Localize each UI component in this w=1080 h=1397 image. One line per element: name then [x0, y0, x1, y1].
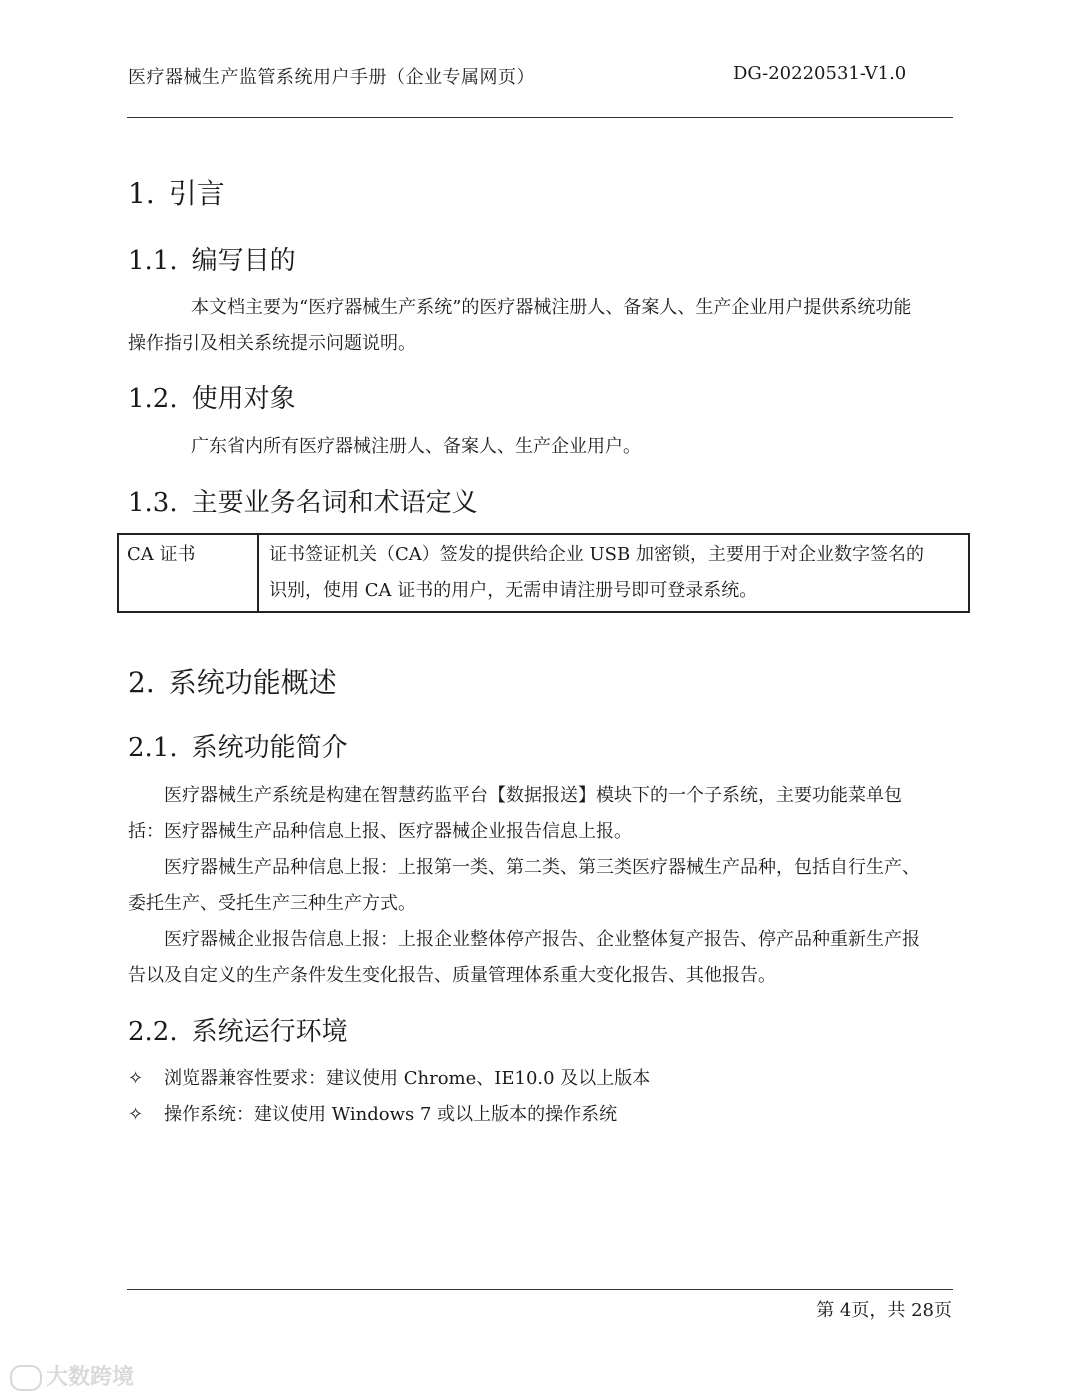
- heading-number: 1.3.: [128, 488, 178, 518]
- heading-section-2: [128, 661, 337, 701]
- heading-number: 1.2.: [128, 384, 178, 414]
- list-item: [128, 1097, 617, 1133]
- heading-section-1-3: [128, 482, 478, 519]
- heading-section-2-1: [128, 727, 348, 764]
- paragraph-purpose-line2: 操作指引及相关系统提示问题说明。: [128, 333, 416, 354]
- heading-text: 编写目的: [191, 246, 296, 276]
- list-item-text: 操作系统：建议使用 Windows 7 或以上版本的操作系统: [164, 1104, 618, 1125]
- heading-number: 1.1.: [128, 246, 178, 276]
- watermark: [10, 1360, 134, 1391]
- paragraph-intro-line1: 医疗器械生产系统是构建在智慧药监平台【数据报送】模块下的一个子系统，主要功能菜单包: [164, 785, 902, 806]
- heading-section-1-1: [128, 240, 296, 277]
- glossary-table: [117, 533, 970, 613]
- heading-number: 1.: [128, 177, 155, 210]
- heading-text: 系统功能概述: [168, 666, 337, 699]
- heading-section-1: [128, 172, 225, 212]
- header-title: 医疗器械生产监管系统用户手册（企业专属网页）: [128, 67, 535, 88]
- heading-number: 2.: [128, 666, 155, 699]
- paragraph-audience: 广东省内所有医疗器械注册人、备案人、生产企业用户。: [191, 436, 641, 457]
- diamond-bullet-icon: ✧: [128, 1068, 144, 1089]
- list-item: [128, 1061, 650, 1097]
- heading-number: 2.1.: [128, 733, 178, 763]
- definition-line2: 识别，使用 CA 证书的用户，无需申请注册号即可登录系统。: [269, 580, 758, 601]
- header-rule: [127, 117, 953, 118]
- heading-text: 系统功能简介: [191, 733, 348, 763]
- heading-section-1-2: [128, 378, 296, 415]
- glossary-term: CA 证书: [118, 534, 258, 612]
- page-number: 第 4页，共 28页: [816, 1300, 952, 1321]
- heading-text: 系统运行环境: [191, 1017, 348, 1047]
- paragraph-intro-line2: 括：医疗器械生产品种信息上报、医疗器械企业报告信息上报。: [128, 821, 632, 842]
- heading-number: 2.2.: [128, 1017, 178, 1047]
- watermark-logo-icon: [10, 1365, 42, 1391]
- header-doc-id: DG-20220531-V1.0: [733, 63, 907, 84]
- glossary-definition: [258, 534, 969, 612]
- table-row: [118, 534, 969, 612]
- heading-text: 引言: [168, 177, 225, 210]
- paragraph-report-line2: 告以及自定义的生产条件发生变化报告、质量管理体系重大变化报告、其他报告。: [128, 965, 776, 986]
- watermark-text: 大数跨境: [46, 1365, 135, 1390]
- definition-line1: 证书签证机关（CA）签发的提供给企业 USB 加密锁，主要用于对企业数字签名的: [269, 544, 924, 565]
- paragraph-variety-line1: 医疗器械生产品种信息上报：上报第一类、第二类、第三类医疗器械生产品种，包括自行生产、: [164, 857, 920, 878]
- list-item-text: 浏览器兼容性要求：建议使用 Chrome、IE10.0 及以上版本: [164, 1068, 651, 1089]
- paragraph-report-line1: 医疗器械企业报告信息上报：上报企业整体停产报告、企业整体复产报告、停产品种重新生产报: [164, 929, 920, 950]
- footer-rule: [127, 1289, 953, 1290]
- heading-text: 使用对象: [191, 384, 296, 414]
- heading-text: 主要业务名词和术语定义: [191, 488, 478, 518]
- paragraph-purpose-line1: 本文档主要为“医疗器械生产系统”的医疗器械注册人、备案人、生产企业用户提供系统功能: [191, 297, 912, 318]
- paragraph-variety-line2: 委托生产、受托生产三种生产方式。: [128, 893, 416, 914]
- heading-section-2-2: [128, 1011, 348, 1048]
- diamond-bullet-icon: ✧: [128, 1104, 144, 1125]
